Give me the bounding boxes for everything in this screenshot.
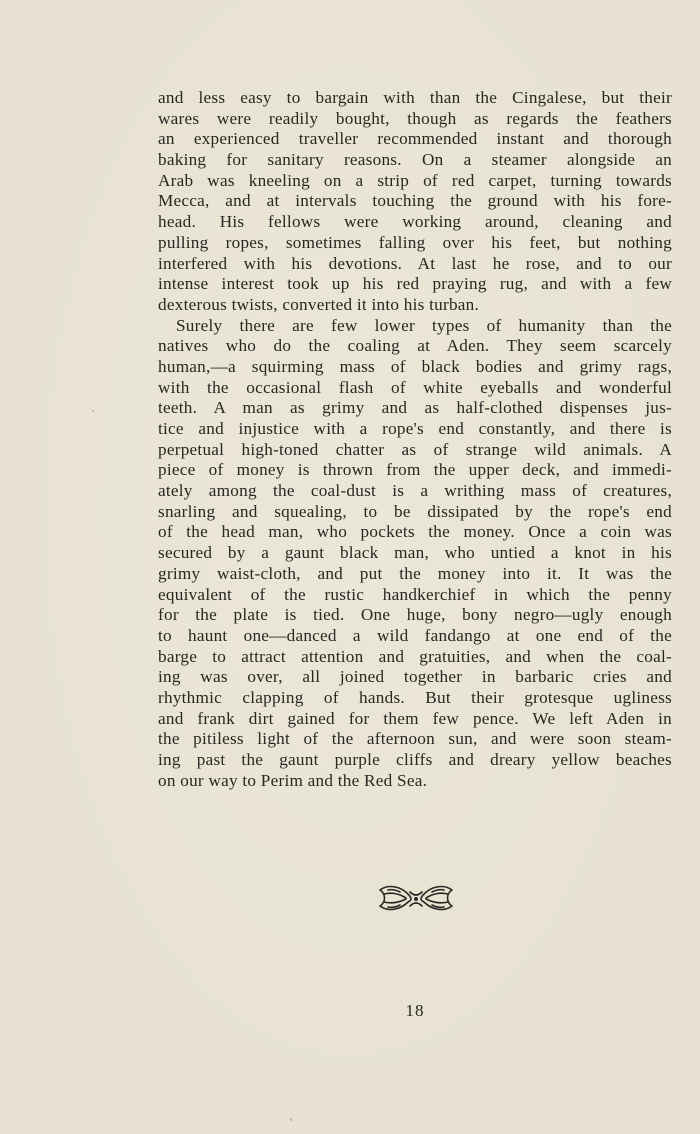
text-line: with the occasional flash of white eyeballs and wonderful — [158, 377, 672, 397]
text-line: teeth. A man as grimy and as half-clothed dispenses jus- — [158, 398, 672, 418]
text-line: perpetual high-toned chatter as of strange wild animals. A — [158, 439, 672, 459]
text-line: ing was over, all joined together in barbaric cries and — [158, 667, 672, 687]
text-line: rhythmic clapping of hands. But their grotesque ugliness — [158, 687, 672, 707]
text-line: human,—a squirming mass of black bodies and grimy rags, — [158, 356, 672, 376]
text-line: on our way to Perim and the Red Sea. — [158, 770, 428, 790]
text-line: snarling and squealing, to be dissipated by the rope's end — [158, 501, 672, 521]
text-line: equivalent of the rustic handkerchief in which the penny — [158, 584, 672, 604]
paragraph-1 — [158, 88, 672, 316]
text-line: piece of money is thrown from the upper deck, and immedi- — [158, 460, 672, 480]
text-line: pulling ropes, sometimes falling over his feet, but nothing — [158, 232, 672, 252]
text-line: wares were readily bought, though as regards the feathers — [158, 108, 672, 128]
text-line: secured by a gaunt black man, who untied a knot in his — [158, 543, 672, 563]
text-line: and less easy to bargain with than the Cingalese, but their — [158, 88, 672, 107]
text-line: intense interest took up his red praying rug, and with a few — [158, 274, 672, 294]
text-line: grimy waist-cloth, and put the money into it. It was the — [158, 563, 672, 583]
text-line: dexterous twists, converted it into his turban. — [158, 294, 480, 314]
fleuron-ornament-icon — [376, 880, 456, 916]
text-line: for the plate is tied. One huge, bony negro—ugly enough — [158, 605, 672, 625]
text-line: Surely there are few lower types of humanity than the — [176, 315, 672, 335]
text-line: Arab was kneeling on a strip of red carpet, turning towards — [158, 170, 672, 190]
text-line: head. His fellows were working around, cleaning and — [158, 212, 672, 232]
body-text — [158, 88, 672, 791]
text-line: ately among the coal-dust is a writhing mass of creatures, — [158, 481, 672, 501]
text-line: Mecca, and at intervals touching the ground with his fore- — [158, 191, 672, 211]
text-line: natives who do the coaling at Aden. They seem scarcely — [158, 336, 672, 356]
text-line: the pitiless light of the afternoon sun, and were soon steam- — [158, 729, 672, 749]
text-line: to haunt one—danced a wild fandango at one end of the — [158, 625, 672, 645]
text-line: of the head man, who pockets the money. Once a coin was — [158, 522, 672, 542]
text-line: barge to attract attention and gratuities, and when the coal- — [158, 646, 672, 666]
paper-speck — [290, 1118, 292, 1121]
paper-speck — [92, 410, 94, 412]
page-number: 18 — [405, 1001, 425, 1020]
text-line: ing past the gaunt purple cliffs and dreary yellow beaches — [158, 750, 672, 769]
paragraph-2 — [158, 316, 672, 792]
text-line: interfered with his devotions. At last he rose, and to our — [158, 253, 672, 273]
text-line: and frank dirt gained for them few pence. We left Aden in — [158, 708, 672, 728]
text-line: tice and injustice with a rope's end constantly, and there is — [158, 419, 672, 438]
text-line: baking for sanitary reasons. On a steamer alongside an — [158, 150, 672, 170]
text-line: an experienced traveller recommended instant and thorough — [158, 129, 672, 149]
